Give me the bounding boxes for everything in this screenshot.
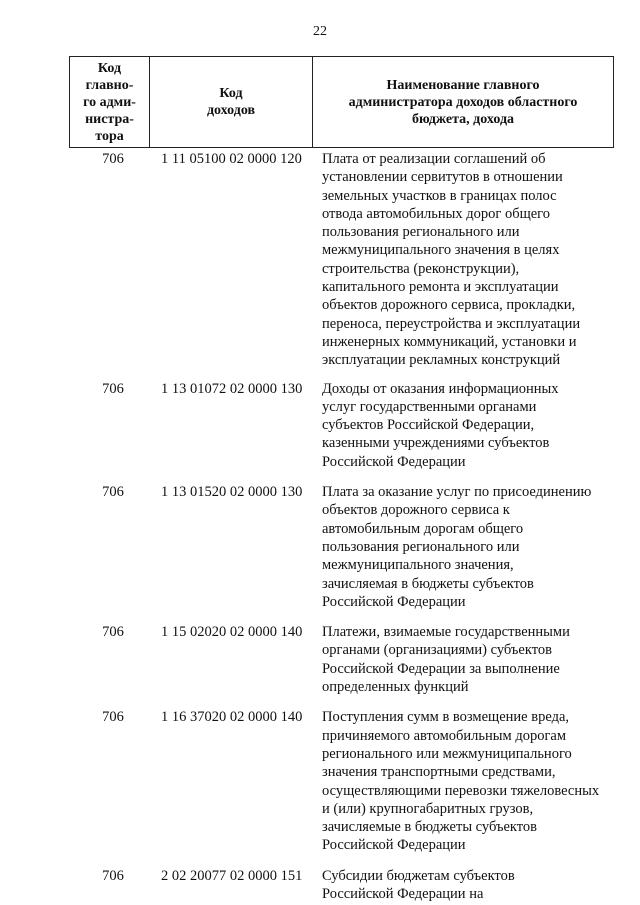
table-row [69,380,614,471]
table-row [69,483,614,611]
revenue-name: Плата за оказание услуг по присоединению объектов дорожного сервиса к автомобильным дорогам общего пользования регионального или межмуниципального значения, зачисляемая в бюджеты субъектов Российской Федерации [322,484,592,610]
table-row [69,150,614,370]
revenue-code: 1 11 05100 02 0000 120 [161,151,302,167]
revenue-name: Платежи, взимаемые государственными органами (организациями) субъектов Российской Федерации за выполнение определенных функций [322,624,570,696]
revenue-name: Поступления сумм в возмещение вреда, причиняемого автомобильным дорогам регионального или межмуниципального значения транспортными средствами, осуществляющими перевозки тяжеловесных и (или) крупногабаритных грузов, зачисляемые в бюджеты субъектов Российской Федерации [322,709,600,854]
revenue-code: 1 13 01072 02 0000 130 [161,380,303,397]
admin-code: 706 [102,709,124,726]
revenue-name: Плата от реализации соглашений об установлении сервитутов в отношении земельных участков в границах полос отвода автомобильных дорог общего пользования регионального или межмуниципального значения в целях строительства (реконструкции), капитального ремонта и эксплуатации объектов дорожного сервиса, прокладки, переноса, переустройства и эксплуатации инженерных коммуникаций, установки и эксплуатации рекламных конструкций [322,151,581,369]
table-row [69,623,614,696]
revenue-code: 1 13 01520 02 0000 130 [161,484,303,501]
header-revenue-name: Наименование главного администратора доходов областного бюджета, дохода [348,77,578,127]
revenue-name: Субсидии бюджетам субъектов Российской Федерации на [322,867,515,902]
header-admin-code: Код главно- го адми- нистра- тора [70,57,150,147]
page-number: 22 [313,24,327,39]
admin-code: 706 [102,380,124,397]
admin-code: 706 [102,151,124,167]
admin-code: 706 [102,867,124,884]
revenue-code: 1 16 37020 02 0000 140 [161,709,303,726]
revenue-code: 1 15 02020 02 0000 140 [161,624,303,641]
table-row [69,708,614,854]
admin-code: 706 [102,484,124,501]
table-row [69,867,614,904]
revenue-code: 2 02 20077 02 0000 151 [161,867,303,884]
admin-code: 706 [102,624,124,641]
table-header [69,56,614,148]
table-body [69,150,614,903]
revenue-name: Доходы от оказания информационных услуг государственными органами субъектов Российской Федерации, казенными учреждениями субъектов Российской Федерации [322,380,559,470]
header-revenue-code: Код доходов [150,57,313,147]
